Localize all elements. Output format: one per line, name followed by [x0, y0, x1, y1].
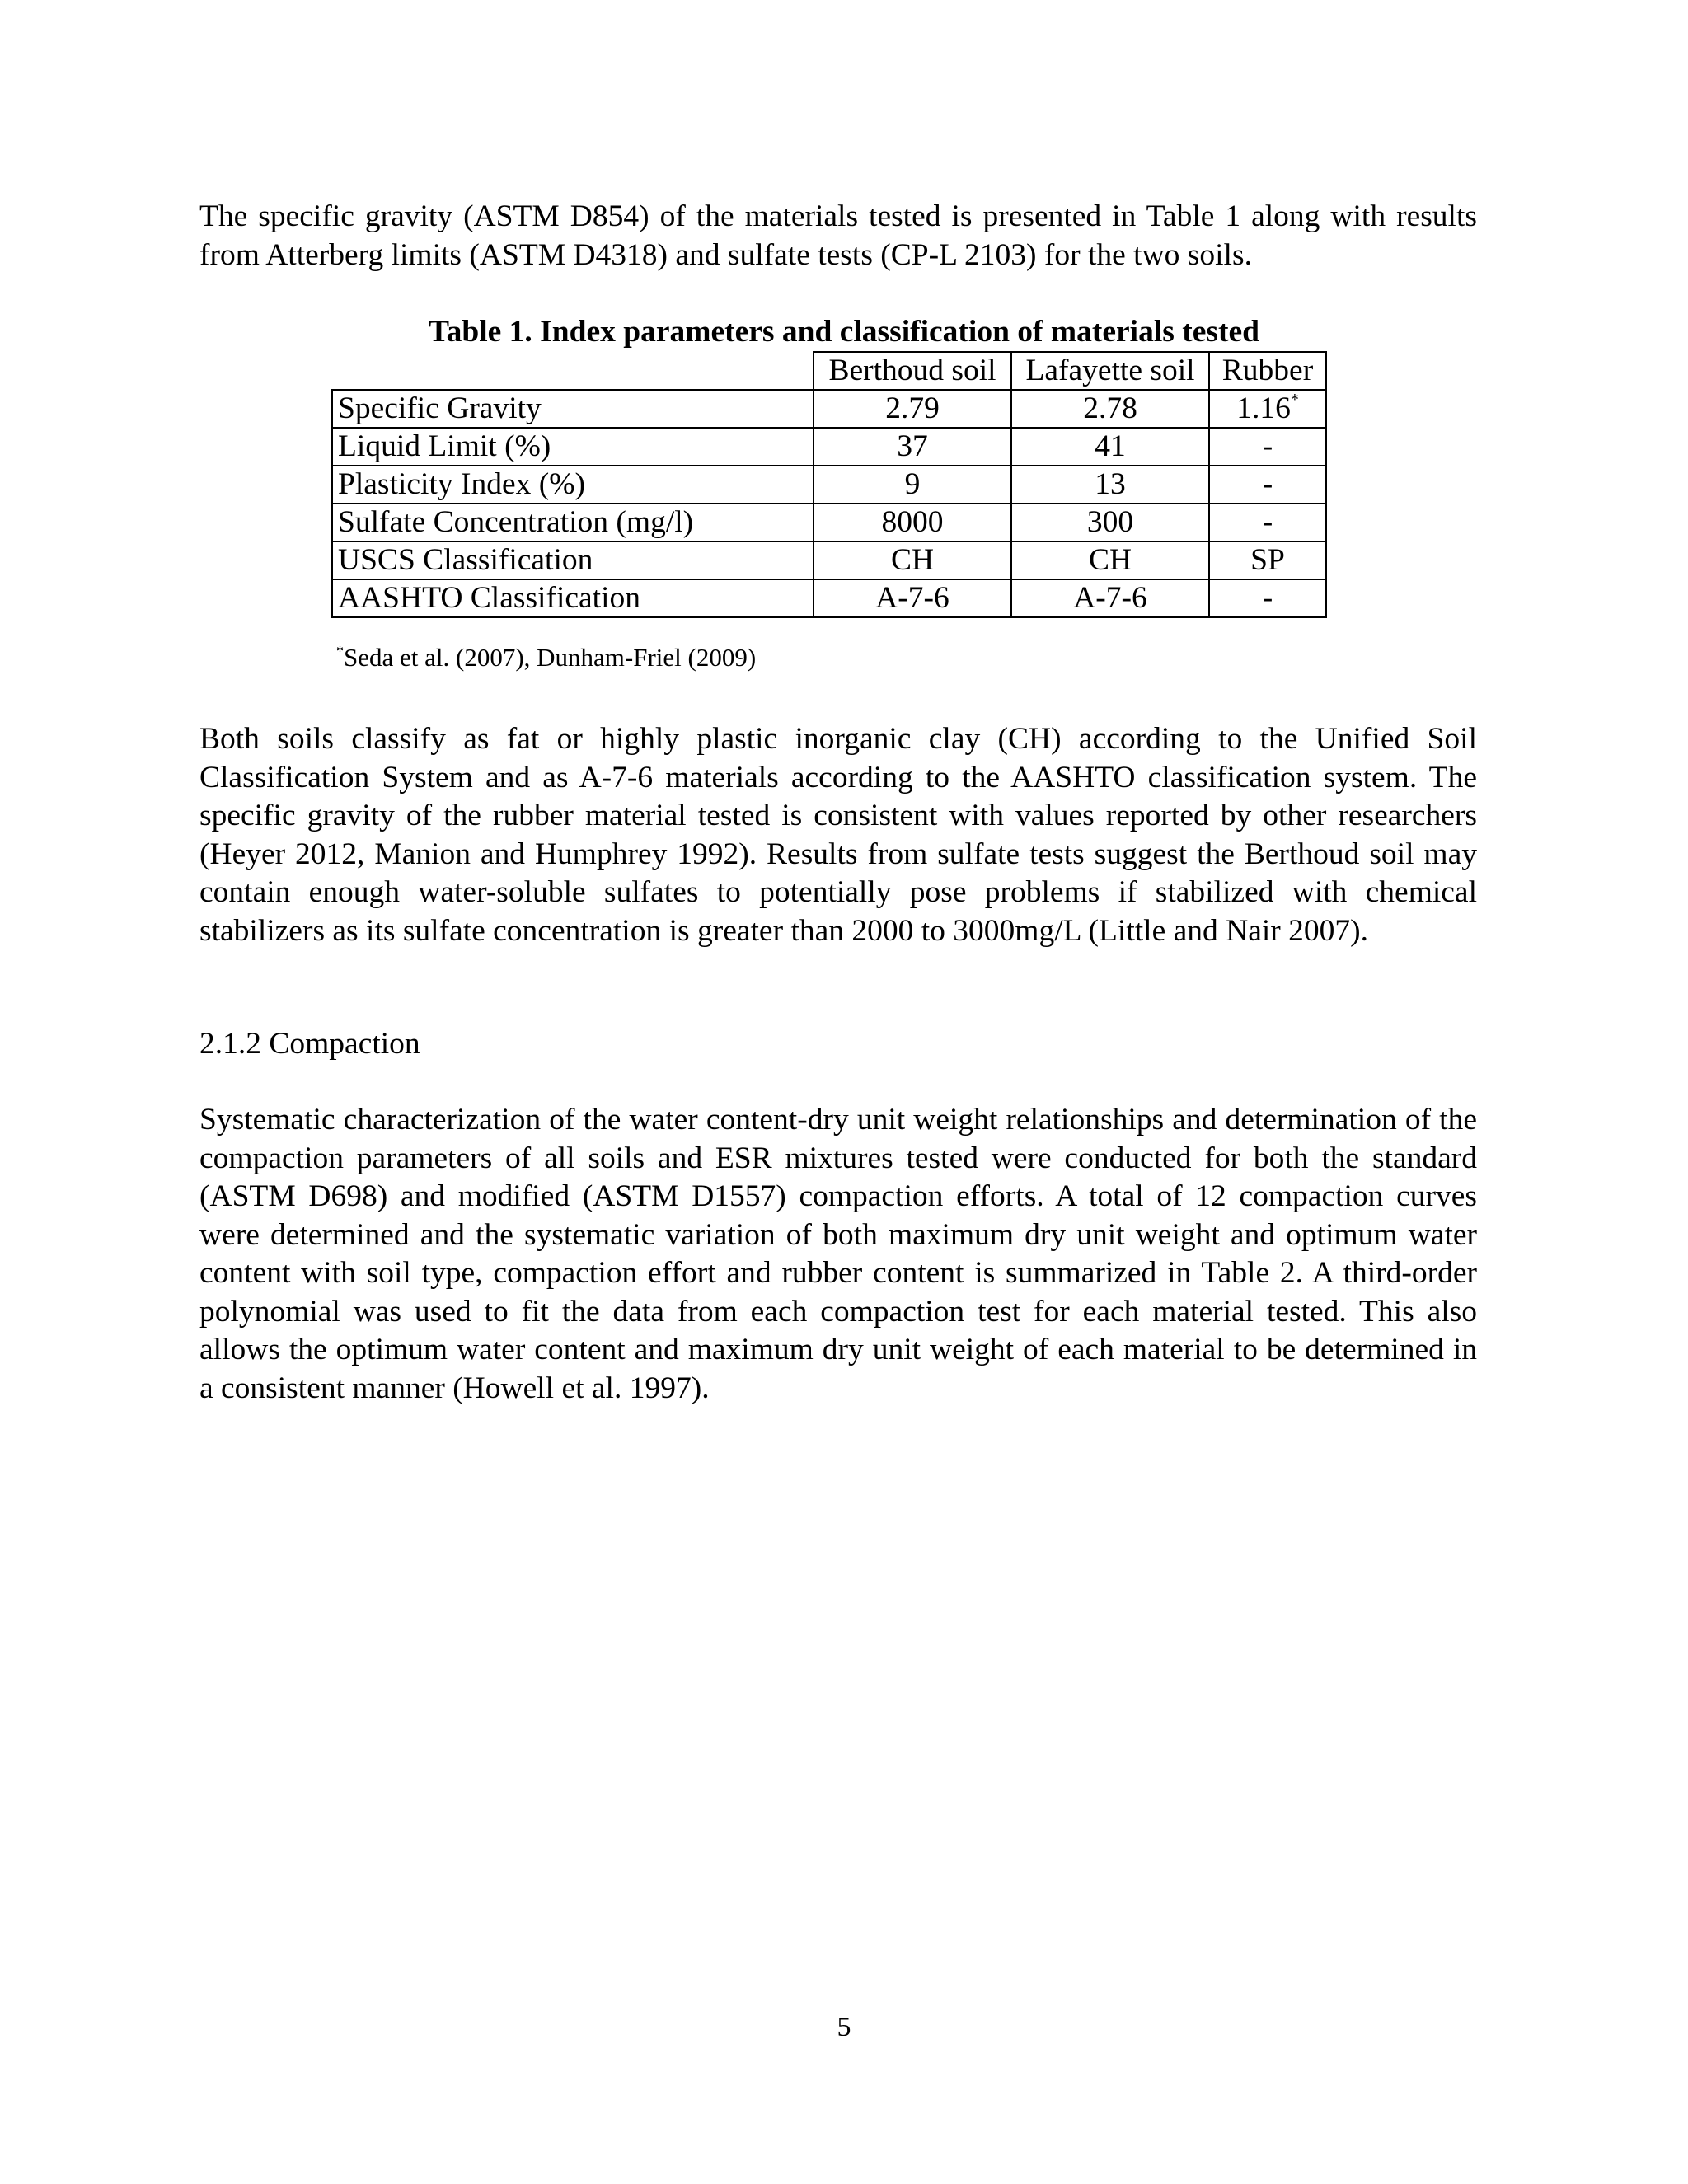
table-caption-text: Table 1. Index parameters and classification of materials tested — [429, 315, 1259, 349]
table-cell: 9 — [814, 466, 1011, 504]
row-label: Sulfate Concentration (mg/l) — [332, 504, 814, 541]
table-cell: CH — [1011, 541, 1209, 579]
table-cell: 8000 — [814, 504, 1011, 541]
table-caption — [0, 313, 1688, 351]
footnote-marker: * — [1290, 391, 1299, 409]
page-number: 5 — [837, 2012, 851, 2042]
table-cell: 37 — [814, 428, 1011, 466]
table-row — [332, 390, 1326, 428]
table-cell: CH — [814, 541, 1011, 579]
column-header-rubber: Rubber — [1209, 352, 1326, 390]
table-cell: - — [1209, 504, 1326, 541]
column-header-lafayette: Lafayette soil — [1011, 352, 1209, 390]
table-cell: A-7-6 — [1011, 579, 1209, 617]
table-cell: 2.79 — [814, 390, 1011, 428]
footnote-text: Seda et al. (2007), Dunham-Friel (2009) — [344, 643, 757, 672]
table-cell: SP — [1209, 541, 1326, 579]
table-row — [332, 579, 1326, 617]
table-cell: 2.78 — [1011, 390, 1209, 428]
table-footnote — [336, 643, 756, 673]
table-cell: - — [1209, 428, 1326, 466]
index-parameters-table — [331, 351, 1327, 618]
compaction-paragraph: Systematic characterization of the water content-dry unit weight relationships and determination of the compaction parameters of all soils and ESR mixtures tested were conducted for both the standard (ASTM D698) and modified (ASTM D1557) compaction efforts. A total of 12 compaction curves were determined and the systematic variation of both maximum dry unit weight and optimum water content with soil type, compaction effort and rubber content is summarized in Table 2. A third-order polynomial was used to fit the data from each compaction test for each material tested. This also allows the optimum water content and maximum dry unit weight of each material to be determined in a consistent manner (Howell et al. 1997). — [199, 1103, 1477, 1405]
table-row — [332, 466, 1326, 504]
table-cell: - — [1209, 579, 1326, 617]
table-cell-value: 1.16 — [1236, 391, 1291, 425]
column-header-berthoud: Berthoud soil — [814, 352, 1011, 390]
table-row — [332, 428, 1326, 466]
row-label: Plasticity Index (%) — [332, 466, 814, 504]
row-label: USCS Classification — [332, 541, 814, 579]
table-cell: A-7-6 — [814, 579, 1011, 617]
intro-paragraph: The specific gravity (ASTM D854) of the materials tested is presented in Table 1 along with results from Atterberg limits (ASTM D4318) and sulfate tests (CP-L 2103) for the two soils. — [199, 199, 1477, 272]
table-cell: - — [1209, 466, 1326, 504]
table-cell: 300 — [1011, 504, 1209, 541]
footnote-marker: * — [336, 643, 344, 659]
row-label: Specific Gravity — [332, 390, 814, 428]
row-label: Liquid Limit (%) — [332, 428, 814, 466]
section-heading: 2.1.2 Compaction — [199, 1027, 420, 1061]
table-cell: 13 — [1011, 466, 1209, 504]
table-row — [332, 541, 1326, 579]
table-cell: 41 — [1011, 428, 1209, 466]
table-corner-cell — [332, 352, 814, 390]
table-header-row — [332, 352, 1326, 390]
discussion-paragraph: Both soils classify as fat or highly plastic inorganic clay (CH) according to the Unified Soil Classification System and as A-7-6 materials according to the AASHTO classification system. The specific gravity of the rubber material tested is consistent with values reported by other researchers (Heyer 2012, Manion and Humphrey 1992). Results from sulfate tests suggest the Berthoud soil may contain enough water-soluble sulfates to potentially pose problems if stabilized with chemical stabilizers as its sulfate concentration is greater than 2000 to 3000mg/L (Little and Nair 2007). — [199, 722, 1477, 948]
table-row — [332, 504, 1326, 541]
table-cell-with-marker — [1209, 390, 1326, 428]
row-label: AASHTO Classification — [332, 579, 814, 617]
